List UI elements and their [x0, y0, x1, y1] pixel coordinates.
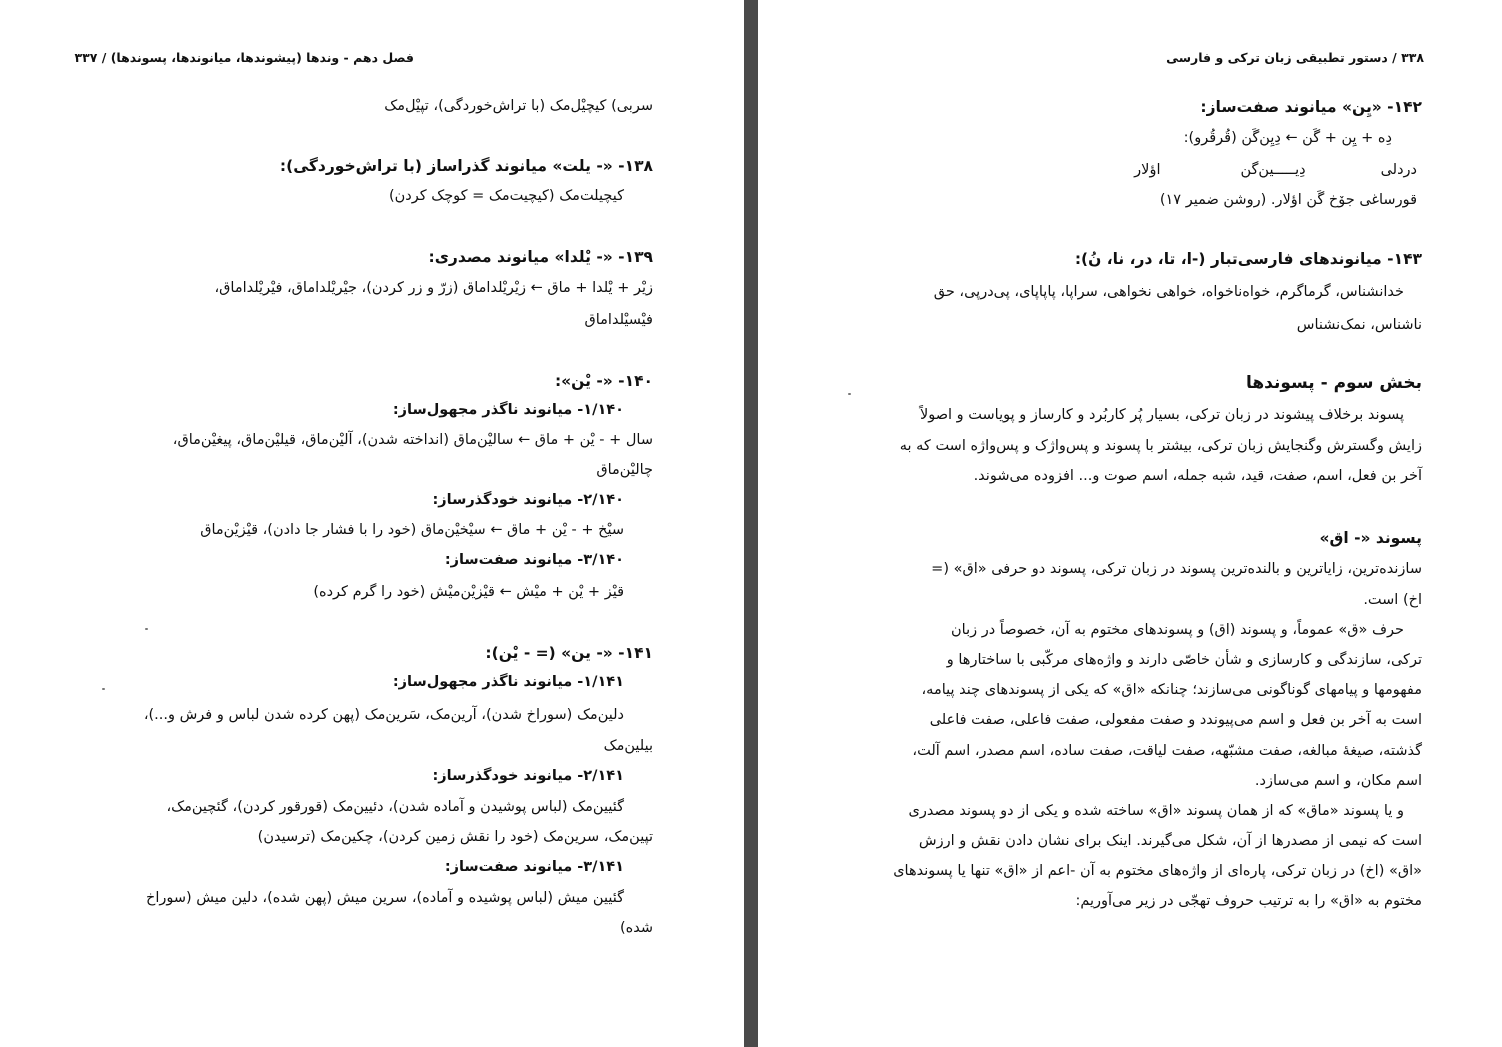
text-line: تپین‌مک، سرین‌مک (خود را نقش زمین کردن)، چکین‌مک (ترسیدن)	[257, 829, 653, 845]
section-142-title: ۱۴۲- «یِن» میانوند صفت‌ساز:	[1200, 98, 1422, 116]
text-line: اخ) است.	[1363, 592, 1422, 608]
example-word: دِیـــــین‌گن	[1240, 162, 1306, 178]
text-line: دلین‌مک (سوراخ شدن)، آرین‌مک، سَرین‌مک (پهن کرده شدن لباس و فرش و...)،	[143, 707, 624, 723]
subsection-140-3-title: ۳/۱۴۰- میانوند صفت‌ساز:	[444, 552, 624, 568]
text-line: قیْز + یْن + میْش ← قیْزیْن‌میْش (خود را گرم کرده)	[313, 584, 624, 600]
scan-speck	[145, 628, 148, 630]
scan-speck	[848, 393, 851, 395]
section-143-title: ۱۴۳- میانوندهای فارسی‌تبار (-ا، تا، در، نا، نُ):	[1074, 250, 1422, 268]
section-138-title: ۱۳۸- «- یلت» میانوند گذراساز (با تراش‌خوردگی):	[279, 157, 653, 175]
scan-speck	[102, 688, 105, 690]
suffix-aq-title: پسوند «- اق»	[1319, 529, 1422, 547]
section-140-title: ۱۴۰- «- یْن»:	[554, 372, 653, 390]
book-gutter	[744, 0, 758, 1047]
text-line: و یا پسوند «ماق» که از همان پسوند «اق» ساخته شده و یکی از دو پسوند مصدری	[908, 803, 1404, 819]
text-line: پسوند برخلاف پیشوند در زبان ترکی، بسیار پُر کاربُرد و کارساز و پویاست و اصولاً	[919, 407, 1404, 423]
right-page-header: ۳۳۸ / دستور تطبیقی زبان ترکی و فارسی	[1166, 50, 1424, 65]
text-line: مفهومها و پیامهای گوناگونی می‌سازند؛ چنانکه «اق» که یکی از پسوندهای چند پیامه،	[921, 682, 1422, 698]
text-line: آخر بن فعل، اسم، صفت، قید، شبه جمله، اسم صوت و... افزوده می‌شوند.	[973, 468, 1422, 484]
example-word: اؤلار	[1134, 162, 1161, 178]
section-142-example-row	[1134, 160, 1417, 180]
section-139-title: ۱۳۹- «- یْلدا» میانوند مصدری:	[428, 248, 653, 266]
text-line: خدانشناس، گرماگرم، خواه‌ناخواه، خواهی نخواهی، سراپا، پاپاپای، پی‌درپی، حق	[933, 284, 1404, 300]
text-line: بیلین‌مک	[603, 738, 653, 754]
text-line: زیْر + یْلدا + ماق ← زیْریْلداماق (زرّ و زر کردن)، جیْریْلداماق، فیْریْلداماق،	[214, 280, 653, 296]
subsection-141-3-title: ۳/۱۴۱- میانوند صفت‌ساز:	[444, 859, 624, 875]
text-line: حرف «ق» عموماً، و پسوند (اق) و پسوندهای مختوم به آن، خصوصاً در زبان	[951, 622, 1404, 638]
subsection-141-2-title: ۲/۱۴۱- میانوند خودگذرساز:	[432, 768, 624, 784]
text-line: گئیین‌مک (لباس پوشیدن و آماده شدن)، دئیین‌مک (قورقور کردن)، گئچین‌مک،	[166, 799, 624, 815]
text-line: سیْخ + - یْن + ماق ← سیْخیْن‌ماق (خود را با فشار جا دادن)، قیْزیْن‌ماق	[200, 522, 624, 538]
text-line: اسم مکان، و اسم می‌سازد.	[1254, 773, 1422, 789]
text-line: کیچیلت‌مک (کیچیت‌مک = کوچک کردن)	[388, 188, 624, 204]
left-page-header: فصل دهم - وندها (پیشوندها، میانوندها، پسوندها) / ۳۳۷	[74, 50, 414, 65]
part-three-title: بخش سوم - پسوندها	[1245, 373, 1422, 393]
text-line: فیْسیْلداماق	[584, 312, 653, 328]
left-page	[0, 0, 744, 1047]
text-line: گذشته، صیغهٔ مبالغه، صفت مشبّهه، صفت لیاقت، صفت ساده، اسم مصدر، اسم آلت،	[912, 743, 1422, 759]
right-page	[758, 0, 1502, 1047]
section-142-formula: دِه + یِن + گَن ← دِیِن‌گَن (قُرقُرو):	[1183, 130, 1392, 146]
example-word: دردلی	[1380, 162, 1417, 178]
text-line: شده)	[619, 920, 653, 936]
text-line: چالیْن‌ماق	[596, 462, 653, 478]
text-line: سربی) کیچیْل‌مک (با تراش‌خوردگی)، تپیْل‌مک	[384, 98, 653, 114]
subsection-140-2-title: ۲/۱۴۰- میانوند خودگذرساز:	[432, 492, 624, 508]
text-line: است که نیمی از مصدرها از آن، شکل می‌گیرند. اینک برای نشان دادن نقش و ارزش	[918, 833, 1422, 849]
text-line: «اق» (اخ) در زبان ترکی، پاره‌ای از واژه‌های مختوم به آن -اعم از «اق» تنها یا پسوندهای	[893, 863, 1422, 879]
text-line: ترکی، سازندگی و کارسازی و شأن خاصّی دارند و واژه‌های مرکّبی با ساختارها و	[946, 652, 1422, 668]
text-line: زایش وگسترش وگنجایش زبان ترکی، بیشتر با پسوند و پس‌واژک و پس‌واژه است که به	[899, 438, 1422, 454]
text-line: ناشناس، نمک‌نشناس	[1296, 317, 1422, 333]
subsection-140-1-title: ۱/۱۴۰- میانوند ناگذر مجهول‌ساز:	[392, 402, 624, 418]
section-141-title: ۱۴۱- «- ین» (= - یْن):	[485, 644, 653, 662]
subsection-141-1-title: ۱/۱۴۱- میانوند ناگذر مجهول‌ساز:	[392, 674, 624, 690]
text-line: سازنده‌ترین، زایاترین و بالنده‌ترین پسوند در زبان ترکی، پسوند دو حرفی «اق» (=	[931, 561, 1422, 577]
text-line: گئیین میش (لباس پوشیده و آماده)، سرین میش (پهن شده)، دلین میش (سوراخ	[145, 890, 624, 906]
text-line: سال + - یْن + ماق ← سالیْن‌ماق (انداخته شدن)، آلیْن‌ماق، قیلیْن‌ماق، پیغیْن‌ماق،	[172, 432, 653, 448]
section-142-example-line: قورساغی جۆخ گَن اؤلار. (روشن ضمیر ۱۷)	[1159, 192, 1417, 208]
text-line: است به آخر بن فعل و اسم می‌پیوندد و صفت مفعولی، صفت فاعلی، صفت فاعلی	[929, 712, 1422, 728]
text-line: مختوم به «اق» را به ترتیب حروف تهجّی در زیر می‌آوریم:	[1075, 893, 1422, 909]
